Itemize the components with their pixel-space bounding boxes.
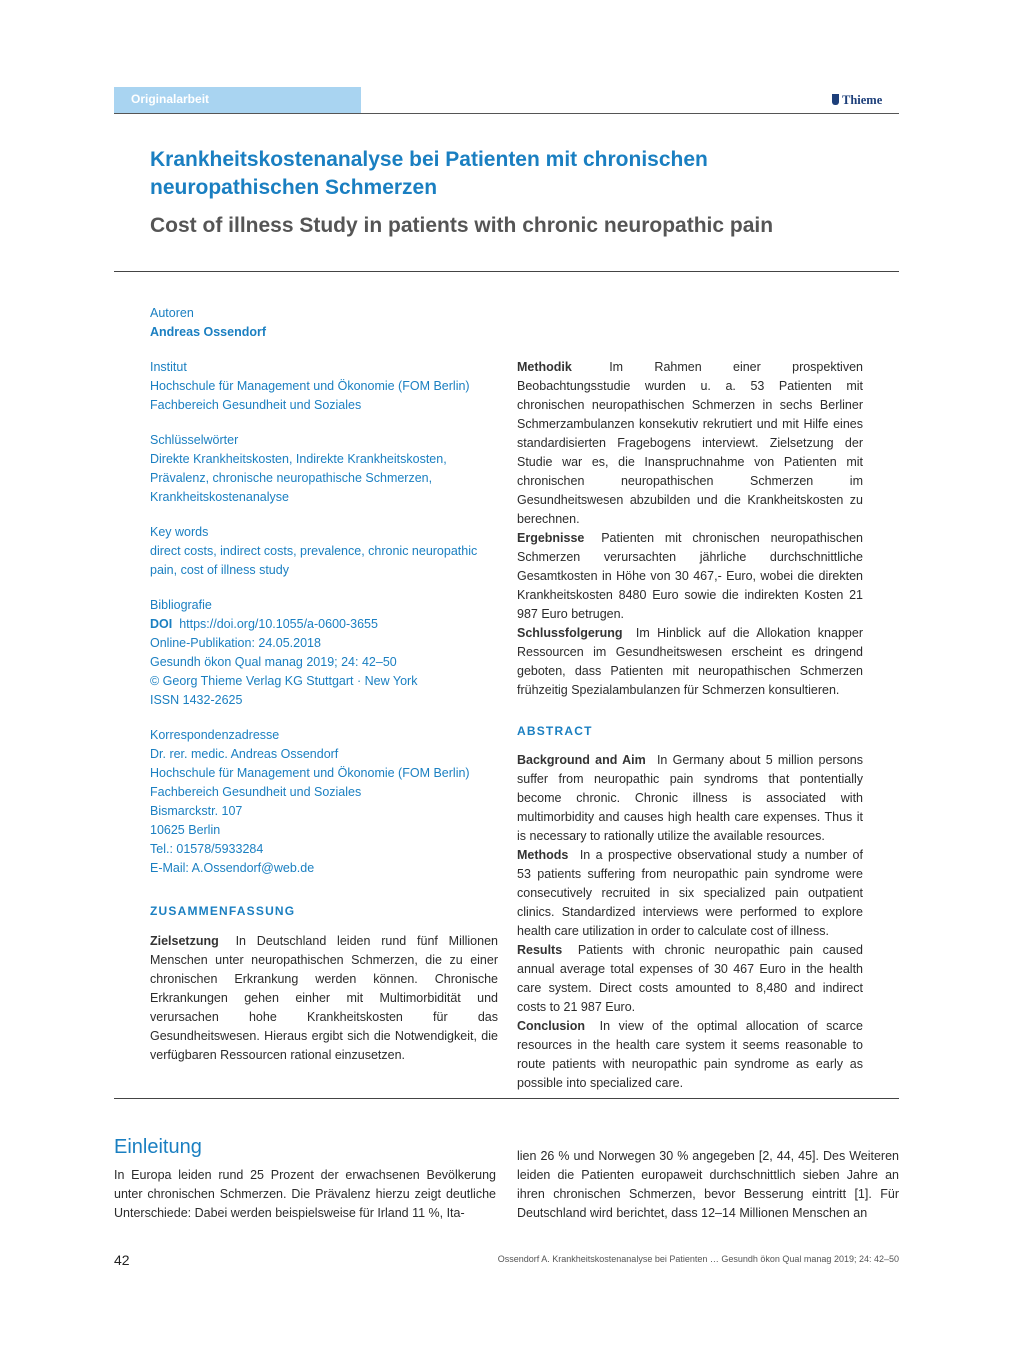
doi-link[interactable]: https://doi.org/10.1055/a-0600-3655 bbox=[179, 617, 378, 631]
correspondence-line: Hochschule für Management und Ökonomie (FOM Berlin) bbox=[150, 766, 470, 780]
title-german bbox=[150, 146, 890, 202]
results-paragraph bbox=[517, 941, 863, 1017]
institute-label: Institut bbox=[150, 360, 187, 374]
section-heading-einleitung: Einleitung bbox=[114, 1136, 202, 1158]
doi-label: DOI bbox=[150, 617, 173, 631]
background-label: Background and Aim bbox=[517, 753, 646, 767]
correspondence-section bbox=[150, 726, 498, 878]
zielsetzung-paragraph bbox=[150, 932, 498, 1065]
title-german-line-1: Krankheitskostenanalyse bei Patienten mit chronischen bbox=[150, 148, 708, 171]
page-number: 42 bbox=[114, 1252, 130, 1268]
keywords-en-line: direct costs, indirect costs, prevalence, chronic neuropathic bbox=[150, 544, 478, 558]
publisher-logo bbox=[832, 93, 882, 108]
institute-line: Fachbereich Gesundheit und Soziales bbox=[150, 398, 362, 412]
bibliography-line: © Georg Thieme Verlag KG Stuttgart · New York bbox=[150, 674, 418, 688]
background-paragraph bbox=[517, 751, 863, 846]
email-link[interactable]: E-Mail: A.Ossendorf@web.de bbox=[150, 861, 315, 875]
ergebnisse-text: Patienten mit chronischen neuropathischen Schmerzen verursachten jährliche durchschnittliche Gesamtkosten in Höhe von 30 467,- Euro, wobei die direkten Krankheitskosten 8480 Euro sowie die indirekten Kosten 21 987 Euro betrugen. bbox=[517, 531, 863, 621]
author-name: Andreas Ossendorf bbox=[150, 325, 267, 339]
conclusion-text: In view of the optimal allocation of scarce resources in the health care system it seems reasonable to route patients with neuropathic pain syndrome as early as possible into specialized care. bbox=[517, 1019, 863, 1090]
doi-line bbox=[150, 615, 498, 634]
methodik-label: Methodik bbox=[517, 360, 572, 374]
keywords-en-line: pain, cost of illness study bbox=[150, 563, 289, 577]
divider bbox=[114, 271, 899, 272]
zielsetzung-label: Zielsetzung bbox=[150, 934, 219, 948]
methodik-text: Im Rahmen einer prospektiven Beobachtungsstudie wurden u. a. 53 Patienten mit chronischen neuropathischen Schmerzen in sechs Berliner Schmerzambulanzen konsekutiv rekrutiert und mit Hilfe eines standardisierten Fragebogens interviewt. Zielsetzung der Studie war es, die Inanspruchnahme von Patienten mit chronischen neuropathischen Schmerzen im Gesundheitswesen abzubilden und die Krankheitskosten zu berechnen. bbox=[517, 360, 863, 526]
ergebnisse-label: Ergebnisse bbox=[517, 531, 585, 545]
correspondence-line: Fachbereich Gesundheit und Soziales bbox=[150, 785, 362, 799]
conclusion-label: Conclusion bbox=[517, 1019, 586, 1033]
methods-text: In a prospective observational study a number of 53 patients suffering from neuropathic pain syndrome were consecutively recruited in six specialized pain outpatient clinics. Standardized interviews were performed to explore health care utilization in order to calculate cost of illness. bbox=[517, 848, 863, 938]
left-column bbox=[150, 304, 498, 1065]
correspondence-line: 10625 Berlin bbox=[150, 823, 221, 837]
results-text: Patients with chronic neuropathic pain caused annual average total expenses of 30 467 Euro in the health care system. Direct costs amounted to 8,480 and indirect costs to 21 987 Euro. bbox=[517, 943, 863, 1014]
keywords-en-label: Key words bbox=[150, 525, 209, 539]
bibliography-section bbox=[150, 596, 498, 710]
body-text-right: lien 26 % und Norwegen 30 % angegeben [2, 44, 45]. Des Weiteren leiden die Patienten europaweit durchschnittlich sieben Jahre an ihren chronischen Schmerzen, bevor Besserung eintritt [1]. Für Deutschland wird berichtet, dass 12–14 Millionen Menschen an bbox=[517, 1149, 899, 1220]
abstract-heading: ABSTRACT bbox=[517, 724, 593, 738]
bibliography-line: ISSN 1432-2625 bbox=[150, 693, 243, 707]
keywords-de-label: Schlüsselwörter bbox=[150, 433, 239, 447]
bibliography-line: Gesundh ökon Qual manag 2019; 24: 42–50 bbox=[150, 655, 397, 669]
schlussfolgerung-paragraph bbox=[517, 624, 863, 700]
keywords-de-line: Prävalenz, chronische neuropathische Schmerzen, bbox=[150, 471, 433, 485]
schlussfolgerung-text: Im Hinblick auf die Allokation knapper Ressourcen im Gesundheitswesen erscheint es dringend geboten, dass Patienten mit neuropathischen Schmerzen frühzeitig Spezialambulanzen für Schmerzen konsultieren. bbox=[517, 626, 863, 697]
keywords-de-line: Krankheitskostenanalyse bbox=[150, 490, 289, 504]
zielsetzung-text: In Deutschland leiden rund fünf Millionen Menschen unter neuropathischen Schmerzen, die zu einer chronischen Erkrankung werden können. Chronische Erkrankungen gehen einher mit Multimorbidität und verursachen hohe Krankheitskosten für das Gesundheitswesen. Hieraus ergibt sich die Notwendigkeit, die verfügbaren Ressourcen rational einzusetzen. bbox=[150, 934, 498, 1062]
correspondence-line: Tel.: 01578/5933284 bbox=[150, 842, 264, 856]
correspondence-line: Dr. rer. medic. Andreas Ossendorf bbox=[150, 747, 339, 761]
institute-line: Hochschule für Management und Ökonomie (FOM Berlin) bbox=[150, 379, 470, 393]
correspondence-label: Korrespondenzadresse bbox=[150, 728, 280, 742]
body-text-left: In Europa leiden rund 25 Prozent der erwachsenen Bevölkerung unter chronischen Schmerzen. Die Prävalenz hierzu zeigt deutliche Unterschiede: Dabei werden beispielsweise für Irland 11 %, Ita- bbox=[114, 1168, 496, 1220]
footer-citation: Ossendorf A. Krankheitskostenanalyse bei Patienten … Gesundh ökon Qual manag 2019; 24: 42–50 bbox=[497, 1254, 899, 1264]
keywords-de-section bbox=[150, 431, 498, 507]
keywords-en-section bbox=[150, 523, 498, 580]
authors-label: Autoren bbox=[150, 306, 194, 320]
results-label: Results bbox=[517, 943, 563, 957]
keywords-de-line: Direkte Krankheitskosten, Indirekte Krankheitskosten, bbox=[150, 452, 447, 466]
bibliography-line: Online-Publikation: 24.05.2018 bbox=[150, 636, 321, 650]
methods-label: Methods bbox=[517, 848, 569, 862]
right-column bbox=[517, 358, 863, 1093]
ergebnisse-paragraph bbox=[517, 529, 863, 624]
background-text: In Germany about 5 million persons suffer from neuropathic pain syndroms that pontentially become chronic. Chronic illness is associated with multimorbidity and causes high health care expenses. Thus it is necessary to rationally utilize the available resources. bbox=[517, 753, 863, 843]
correspondence-line: Bismarckstr. 107 bbox=[150, 804, 243, 818]
institute-section bbox=[150, 358, 498, 415]
methodik-paragraph bbox=[517, 358, 863, 529]
zusammenfassung-heading: ZUSAMMENFASSUNG bbox=[150, 904, 296, 918]
title-german-line-2: neuropathischen Schmerzen bbox=[150, 176, 438, 199]
authors-section bbox=[150, 304, 498, 342]
section-label: Originalarbeit bbox=[131, 92, 210, 106]
thieme-crest-icon bbox=[832, 94, 839, 105]
publisher-name: Thieme bbox=[842, 93, 883, 107]
divider bbox=[114, 1098, 899, 1099]
schlussfolgerung-label: Schlussfolgerung bbox=[517, 626, 623, 640]
conclusion-paragraph bbox=[517, 1017, 863, 1093]
title-english: Cost of illness Study in patients with chronic neuropathic pain bbox=[150, 214, 774, 237]
bibliography-label: Bibliografie bbox=[150, 598, 212, 612]
methods-paragraph bbox=[517, 846, 863, 941]
header-rule bbox=[114, 113, 899, 114]
